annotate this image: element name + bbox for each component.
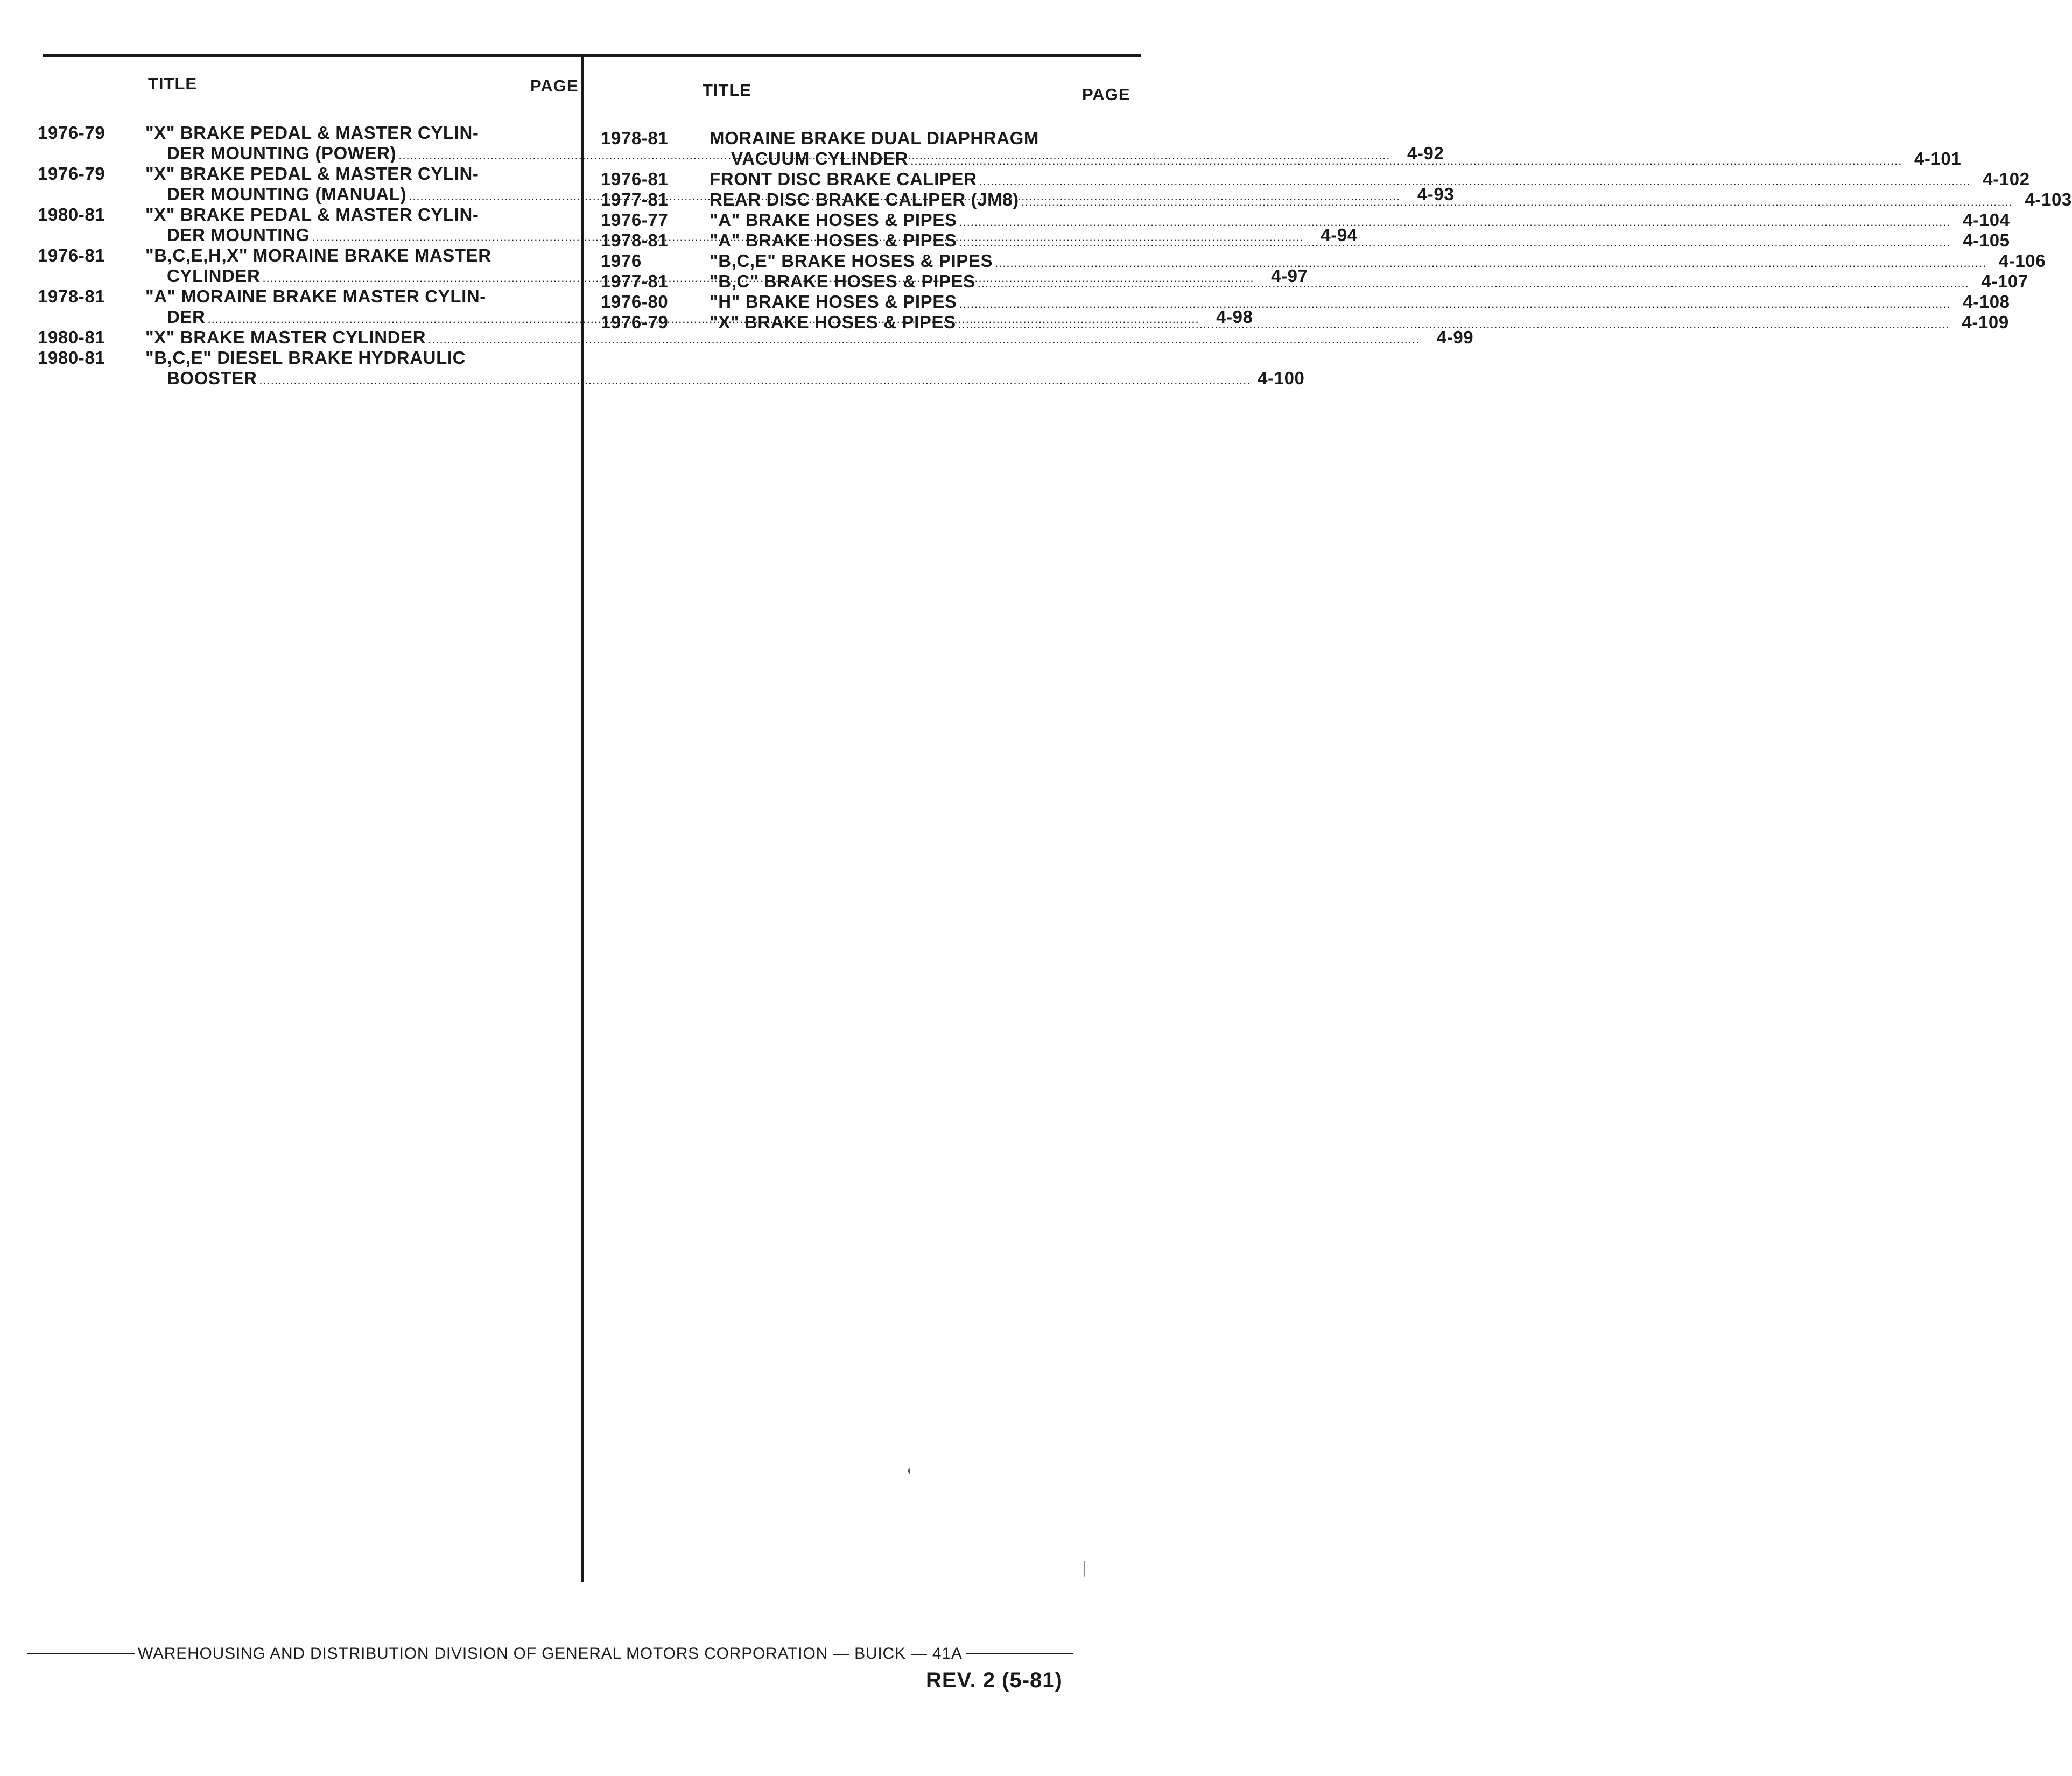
entry-line xyxy=(710,149,1961,169)
entry-title: "H" BRAKE HOSES & PIPES xyxy=(710,292,957,312)
entry-page-number: 4-104 xyxy=(1963,210,2010,230)
entry-title-block xyxy=(710,210,2010,230)
entry-title: DER xyxy=(167,307,206,327)
left-page-header: PAGE xyxy=(530,76,579,95)
entry-page-number: 4-92 xyxy=(1407,143,1444,163)
right-page-header: PAGE xyxy=(1082,85,1130,104)
entry-year: 1976 xyxy=(601,251,642,271)
entry-page-number: 4-103 xyxy=(2025,189,2072,209)
footer-rule-right xyxy=(966,1653,1073,1654)
entry-year: 1978-81 xyxy=(601,128,669,148)
entry-page-number: 4-94 xyxy=(1321,225,1358,245)
scan-speck xyxy=(1084,1561,1085,1577)
entry-title: "X" BRAKE PEDAL & MASTER CYLIN- xyxy=(145,123,479,143)
entry-line xyxy=(710,128,1961,149)
index-entry xyxy=(601,210,2010,230)
entry-page-number: 4-106 xyxy=(1998,251,2046,271)
entry-title: "A" BRAKE HOSES & PIPES xyxy=(710,230,957,250)
entry-line xyxy=(710,271,2028,292)
entry-page-number: 4-109 xyxy=(1962,312,2009,332)
entry-year: 1977-81 xyxy=(601,271,669,291)
entry-title: DER MOUNTING (MANUAL) xyxy=(167,184,407,204)
entry-title: "X" BRAKE HOSES & PIPES xyxy=(710,312,956,332)
entry-page-number: 4-100 xyxy=(1258,368,1305,388)
footer xyxy=(27,1645,1082,1663)
entry-year: 1978-81 xyxy=(38,286,106,306)
index-entry xyxy=(38,327,1474,348)
entry-title: "A" MORAINE BRAKE MASTER CYLIN- xyxy=(145,286,486,306)
entry-page-number: 4-97 xyxy=(1271,266,1308,286)
entry-year: 1976-81 xyxy=(38,245,106,265)
entry-title: DER MOUNTING xyxy=(167,225,310,245)
entry-page-number: 4-105 xyxy=(1963,230,2010,250)
entry-year: 1976-79 xyxy=(38,123,106,143)
dot-leader xyxy=(959,232,1951,253)
entry-title-block xyxy=(710,230,2010,251)
entry-title: FRONT DISC BRAKE CALIPER xyxy=(710,169,977,189)
entry-year: 1976-80 xyxy=(601,292,669,312)
entry-page-number: 4-101 xyxy=(1914,149,1962,168)
entry-title: DER MOUNTING (POWER) xyxy=(167,143,397,163)
entry-title-block xyxy=(710,251,2046,271)
index-entry xyxy=(601,251,2046,271)
entry-title-block xyxy=(710,189,2072,210)
revision-label: REV. 2 (5-81) xyxy=(926,1668,1063,1692)
entry-title: "B,C,E" DIESEL BRAKE HYDRAULIC xyxy=(145,348,466,368)
entry-line xyxy=(710,210,2010,230)
dot-leader xyxy=(995,253,1986,273)
dot-leader xyxy=(959,294,1951,314)
entry-title-block xyxy=(710,169,2030,189)
entry-title-block xyxy=(710,271,2028,292)
entry-year: 1980-81 xyxy=(38,327,106,347)
entry-page-number: 4-108 xyxy=(1963,292,2010,312)
entry-year: 1976-79 xyxy=(38,164,106,184)
entry-page-number: 4-93 xyxy=(1417,184,1455,204)
top-rule xyxy=(43,54,1141,57)
index-entry xyxy=(38,348,1305,389)
dot-leader xyxy=(910,151,1902,171)
footer-text: WAREHOUSING AND DISTRIBUTION DIVISION OF GENERAL MOTORS CORPORATION — BUICK — 41A xyxy=(138,1645,963,1662)
entry-year: 1977-81 xyxy=(601,189,669,209)
dot-leader xyxy=(978,273,1969,294)
left-title-header: TITLE xyxy=(148,74,198,93)
entry-title: "A" BRAKE HOSES & PIPES xyxy=(710,210,957,230)
entry-title: VACUUM CYLINDER xyxy=(731,149,909,168)
entry-year: 1980-81 xyxy=(38,205,106,224)
entry-page-number: 4-99 xyxy=(1436,327,1474,347)
entry-title: "B,C,E,H,X" MORAINE BRAKE MASTER xyxy=(145,245,491,265)
footer-rule-left xyxy=(27,1653,135,1654)
entry-title-block xyxy=(710,292,2010,312)
entry-line xyxy=(145,348,1304,368)
entry-title: "B,C,E" BRAKE HOSES & PIPES xyxy=(710,251,993,271)
entry-year: 1976-79 xyxy=(601,312,669,332)
entry-title: REAR DISC BRAKE CALIPER (JM8) xyxy=(710,189,1019,209)
entry-title: "X" BRAKE MASTER CYLINDER xyxy=(145,327,426,347)
entry-title: CYLINDER xyxy=(167,266,261,286)
dot-leader xyxy=(259,370,1251,391)
entry-page-number: 4-102 xyxy=(1983,169,2030,189)
entry-title: "X" BRAKE PEDAL & MASTER CYLIN- xyxy=(145,205,479,224)
scan-speck xyxy=(908,1468,910,1474)
right-title-header: TITLE xyxy=(703,81,752,100)
entry-page-number: 4-107 xyxy=(1981,271,2028,291)
index-entry xyxy=(601,292,2010,312)
entry-title: "X" BRAKE PEDAL & MASTER CYLIN- xyxy=(145,164,479,184)
entry-year: 1976-81 xyxy=(601,169,669,189)
entry-line xyxy=(710,251,2046,271)
entry-year: 1980-81 xyxy=(38,348,106,368)
entry-year: 1976-77 xyxy=(601,210,669,230)
entry-line xyxy=(710,312,2009,333)
entry-title: MORAINE BRAKE DUAL DIAPHRAGM xyxy=(710,128,1039,148)
entry-line xyxy=(710,292,2010,312)
entry-title-block xyxy=(710,312,2009,333)
entry-page-number: 4-98 xyxy=(1216,307,1253,327)
entry-line xyxy=(710,189,2072,210)
entry-year: 1978-81 xyxy=(601,230,669,250)
entry-title: BOOSTER xyxy=(167,368,257,388)
entry-title-block xyxy=(710,128,1961,169)
entry-title-block xyxy=(145,348,1304,389)
entry-title: "B,C" BRAKE HOSES & PIPES xyxy=(710,271,975,291)
entry-line xyxy=(710,169,2030,189)
dot-leader xyxy=(979,171,1971,192)
index-entry xyxy=(601,169,2030,189)
dot-leader xyxy=(1021,192,2013,212)
dot-leader xyxy=(959,212,1951,232)
entry-line xyxy=(710,230,2010,251)
entry-line xyxy=(145,368,1304,389)
dot-leader xyxy=(958,314,1950,335)
